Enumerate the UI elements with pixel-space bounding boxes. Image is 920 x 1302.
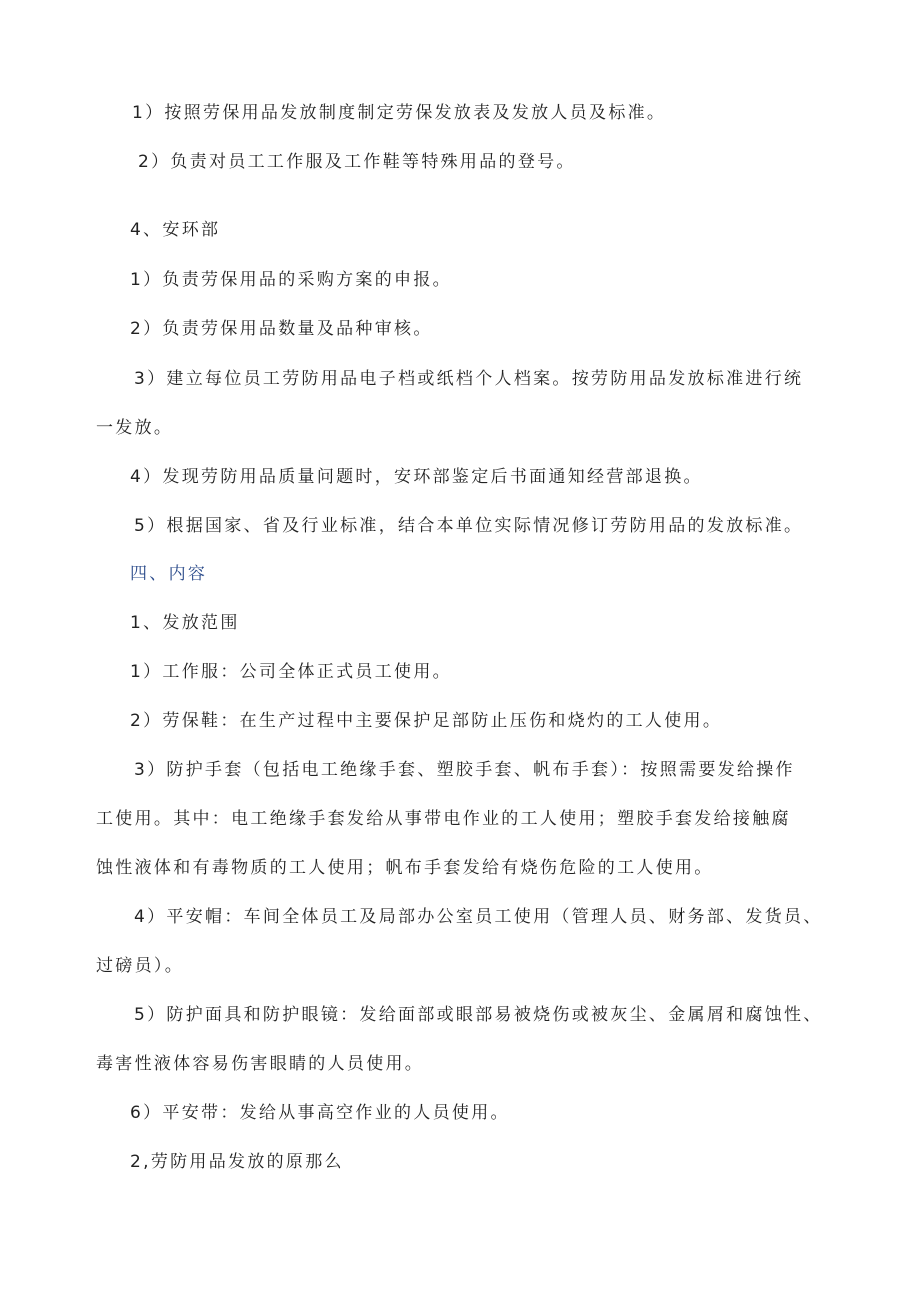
section-heading: 四、内容 — [130, 564, 208, 584]
section-heading: 2,劳防用品发放的原那么 — [130, 1152, 344, 1172]
paragraph-line: 1）工作服：公司全体正式员工使用。 — [130, 662, 452, 682]
paragraph-line: 一发放。 — [96, 418, 174, 438]
paragraph-line: 3）防护手套（包括电工绝缘手套、塑胶手套、帆布手套）：按照需要发给操作 — [134, 760, 795, 780]
paragraph-line: 4）发现劳防用品质量问题时，安环部鉴定后书面通知经营部退换。 — [130, 467, 703, 487]
paragraph-line: 6）平安带：发给从事高空作业的人员使用。 — [130, 1103, 510, 1123]
section-heading: 1、发放范围 — [130, 613, 240, 633]
paragraph-line: 2）劳保鞋：在生产过程中主要保护足部防止压伤和烧灼的工人使用。 — [130, 711, 723, 731]
paragraph-line: 5）根据国家、省及行业标准，结合本单位实际情况修订劳防用品的发放标准。 — [134, 516, 804, 536]
paragraph-line: 3）建立每位员工劳防用品电子档或纸档个人档案。按劳防用品发放标准进行统 — [134, 369, 804, 389]
paragraph-line: 蚀性液体和有毒物质的工人使用；帆布手套发给有烧伤危险的工人使用。 — [96, 858, 714, 878]
paragraph-line: 1）按照劳保用品发放制度制定劳保发放表及发放人员及标准。 — [132, 103, 667, 123]
paragraph-line: 1）负责劳保用品的采购方案的申报。 — [130, 270, 452, 290]
paragraph-line: 2）负责劳保用品数量及品种审核。 — [130, 319, 433, 339]
paragraph-line: 2）负责对员工工作服及工作鞋等特殊用品的登号。 — [138, 152, 576, 172]
paragraph-line: 4）平安帽：车间全体员工及局部办公室员工使用（管理人员、财务部、发货员、 — [134, 907, 823, 927]
paragraph-line: 工使用。其中：电工绝缘手套发给从事带电作业的工人使用；塑胶手套发给接触腐 — [96, 809, 791, 829]
paragraph-line: 毒害性液体容易伤害眼睛的人员使用。 — [96, 1054, 425, 1074]
paragraph-line: 5）防护面具和防护眼镜：发给面部或眼部易被烧伤或被灰尘、金属屑和腐蚀性、 — [134, 1005, 823, 1025]
section-heading: 4、安环部 — [130, 220, 221, 240]
paragraph-line: 过磅员）。 — [96, 956, 184, 976]
